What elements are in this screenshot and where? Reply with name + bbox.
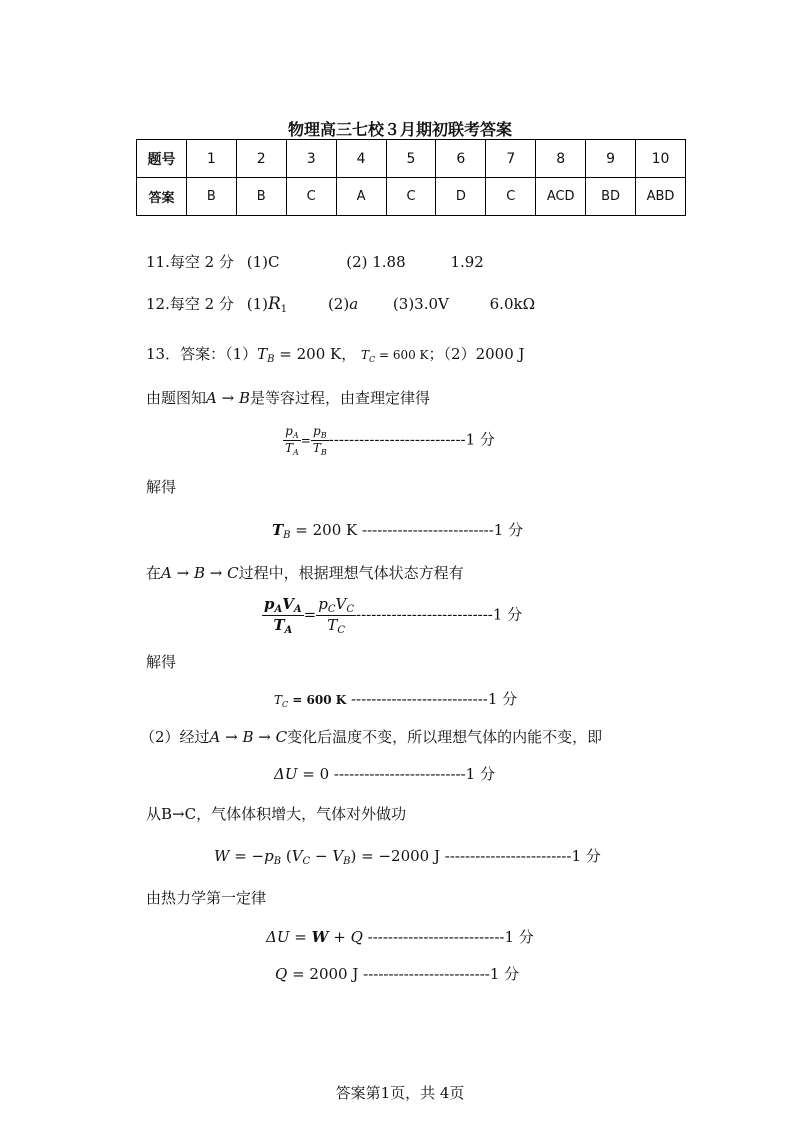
text: 是等容过程，由查理定律得 [249, 389, 430, 407]
text: （2）经过 [140, 728, 210, 746]
sub: A [284, 625, 293, 636]
score-dash: --------------------------1 分 [357, 521, 524, 539]
q11-part2: (2) 1.88 [346, 253, 406, 271]
var: V [335, 595, 347, 613]
operator: + [328, 928, 351, 946]
table-cell: D [436, 178, 486, 216]
table-header-cell: 答案 [137, 178, 187, 216]
table-row-numbers [137, 140, 686, 178]
sub: B [320, 448, 327, 457]
var: Q [350, 928, 363, 946]
operator: − [310, 847, 333, 865]
equals: = [303, 605, 317, 624]
sub: C [346, 604, 355, 615]
q12-label: 12.每空 2 分 [146, 295, 234, 313]
table-cell: ABD [636, 178, 686, 216]
score-dash: ---------------------------1 分 [328, 430, 495, 449]
table-cell: 10 [636, 140, 686, 178]
q12-part4: 6.0kΩ [489, 295, 536, 313]
table-cell: 8 [536, 140, 586, 178]
score-dash: --------------------------1 分 [329, 765, 495, 783]
equals: = [300, 433, 311, 448]
q11-label: 11.每空 2 分 [146, 253, 234, 271]
table-cell: B [236, 178, 286, 216]
sub: C [337, 625, 345, 636]
q12-part1: (1) [246, 295, 268, 313]
math-text: A → B [206, 389, 250, 407]
var: T [312, 441, 321, 455]
text-line-4: 从B→C，气体体积增大，气体对外做功 [146, 805, 407, 823]
sub: B [343, 856, 351, 867]
score-dash: -------------------------1 分 [440, 847, 601, 865]
table-cell: C [386, 178, 436, 216]
var: W [311, 928, 329, 946]
page-footer: 答案第1页，共 4页 [335, 1084, 465, 1102]
var: Q [275, 965, 288, 983]
operator: ) [350, 847, 357, 865]
score-dash: ---------------------------1 分 [356, 605, 523, 624]
var: T [327, 616, 338, 634]
var: ΔU [274, 765, 298, 783]
q12-part2: (2) [327, 295, 350, 313]
value: = −2000 J [356, 847, 441, 865]
q12-part2-var: a [349, 295, 359, 313]
fraction [316, 595, 356, 636]
var: T [285, 441, 294, 455]
q11-line [146, 251, 484, 272]
q13-part2: ；（2）2000 J [428, 345, 525, 363]
sub: A [274, 604, 283, 615]
sub: B [273, 856, 282, 867]
operator: = [289, 928, 312, 946]
equation-q [275, 963, 519, 984]
q11-part3: 1.92 [450, 253, 484, 271]
q13-tb-var: T [257, 345, 268, 363]
table-cell: 1 [186, 140, 236, 178]
sub: A [292, 431, 299, 440]
q13-tc-val: = 600 K [375, 348, 429, 362]
text-line-2 [146, 562, 464, 583]
text: 过程中，根据理想气体状态方程有 [238, 564, 464, 582]
text-jiede-1: 解得 [146, 478, 177, 496]
text-line-1 [146, 387, 430, 408]
text-line-5: 由热力学第一定律 [146, 889, 267, 907]
q13-label: 13．答案：（1） [146, 345, 258, 363]
sub: C [302, 856, 311, 867]
var: T [274, 693, 283, 707]
text-line-3 [140, 726, 602, 747]
var: V [282, 595, 294, 613]
var: p [264, 847, 274, 865]
fraction [311, 424, 329, 457]
q12-part3: (3)3.0V [392, 295, 449, 313]
score-dash: ---------------------------1 分 [346, 690, 518, 708]
equation-work [214, 845, 601, 867]
q12-r-sub: 1 [280, 304, 288, 315]
text: 变化后温度不变，所以理想气体的内能不变，即 [287, 728, 603, 746]
q11-part1: (1)C [246, 253, 280, 271]
result-tb [272, 519, 523, 541]
table-cell: 4 [336, 140, 386, 178]
fraction [283, 424, 301, 457]
equation-delta-u [274, 763, 495, 784]
value: = 2000 J [287, 965, 359, 983]
operator: = − [229, 847, 265, 865]
var: V [291, 847, 303, 865]
q12-r-var: R [267, 294, 281, 314]
page-title: 物理高三七校３月期初联考答案 [287, 120, 512, 139]
text-jiede-2: 解得 [146, 653, 177, 671]
var: ΔU [266, 928, 290, 946]
value: = 600 K [288, 693, 347, 707]
q13-tc-sub: C [369, 355, 376, 364]
math-text: A → B → C [209, 728, 288, 746]
var: T [272, 521, 284, 539]
table-cell: 5 [386, 140, 436, 178]
table-cell: BD [586, 178, 636, 216]
equation-ideal-gas [262, 595, 522, 636]
sub: B [320, 431, 327, 440]
fraction [262, 595, 304, 636]
table-cell: ACD [536, 178, 586, 216]
table-header-cell: 题号 [137, 140, 187, 178]
sub: B [283, 530, 291, 541]
table-cell: B [186, 178, 236, 216]
var: p [313, 424, 321, 438]
var: W [214, 847, 230, 865]
q13-tb-sub: B [267, 354, 275, 365]
var: T [273, 616, 285, 634]
value: = 200 K [290, 521, 358, 539]
table-cell: 2 [236, 140, 286, 178]
sub: C [327, 604, 336, 615]
answer-table [136, 139, 686, 216]
table-row-answers [137, 178, 686, 216]
value: = 0 [297, 765, 330, 783]
sub: C [282, 700, 289, 709]
score-dash: -------------------------1 分 [358, 965, 520, 983]
sub: A [293, 604, 302, 615]
score-dash: ---------------------------1 分 [362, 928, 534, 946]
q13-tb-val: = 200 K， [274, 345, 357, 363]
equation-first-law [266, 926, 534, 947]
var: p [318, 595, 328, 613]
q12-line [146, 293, 535, 315]
text: 由题图知 [146, 389, 207, 407]
result-tc [274, 688, 517, 709]
table-cell: 6 [436, 140, 486, 178]
operator: ( [281, 847, 292, 865]
table-cell: 9 [586, 140, 636, 178]
math-text: A → B → C [161, 564, 239, 582]
table-cell: 7 [486, 140, 536, 178]
text: 在 [146, 564, 162, 582]
table-cell: C [486, 178, 536, 216]
var: p [264, 595, 275, 613]
sub: A [293, 448, 299, 457]
table-cell: A [336, 178, 386, 216]
table-cell: C [286, 178, 336, 216]
var: V [332, 847, 344, 865]
equation-charles [283, 424, 495, 457]
q13-tc-var: T [361, 348, 370, 362]
q13-line [146, 343, 525, 365]
var: p [285, 424, 293, 438]
table-cell: 3 [286, 140, 336, 178]
